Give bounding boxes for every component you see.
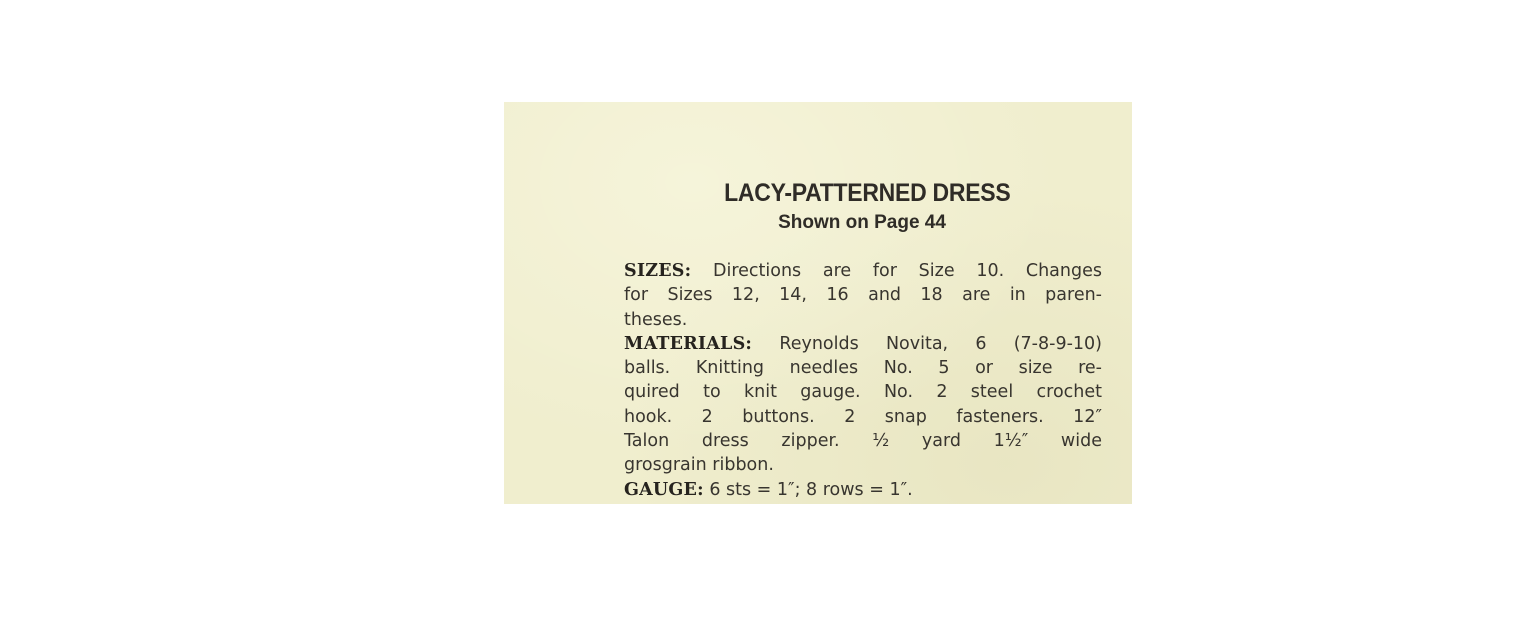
gauge-text: 6 sts = 1″; 8 rows = 1″. bbox=[709, 479, 913, 500]
pattern-subtitle: Shown on Page 44 bbox=[778, 212, 946, 233]
materials-label: MATERIALS: bbox=[624, 333, 753, 354]
materials-text: Reynolds Novita, 6 (7-8-9-10) bbox=[779, 333, 1102, 354]
gauge-label: GAUGE: bbox=[624, 479, 704, 500]
sizes-line: theses. bbox=[624, 309, 688, 330]
sizes-text: Directions are for Size 10. Changes bbox=[712, 261, 1102, 281]
materials-line: balls. Knitting needles No. 5 or size re- bbox=[624, 358, 1102, 379]
materials-line: Talon dress zipper. ½ yard 1½″ wide bbox=[624, 431, 1102, 452]
pattern-clipping bbox=[504, 102, 1132, 504]
materials-line: quired to knit gauge. No. 2 steel crochet bbox=[624, 382, 1102, 403]
sizes-label: SIZES: bbox=[624, 261, 692, 281]
sizes-line: for Sizes 12, 14, 16 and 18 are in paren- bbox=[624, 285, 1102, 306]
materials-line: hook. 2 buttons. 2 snap fasteners. 12″ bbox=[624, 406, 1102, 427]
pattern-title: LACY-PATTERNED DRESS bbox=[724, 179, 1011, 207]
materials-line: grosgrain ribbon. bbox=[624, 455, 774, 476]
materials-line bbox=[624, 332, 1102, 356]
gauge-line bbox=[624, 478, 1102, 502]
pattern-body bbox=[624, 259, 1102, 502]
sizes-line bbox=[624, 259, 1102, 283]
